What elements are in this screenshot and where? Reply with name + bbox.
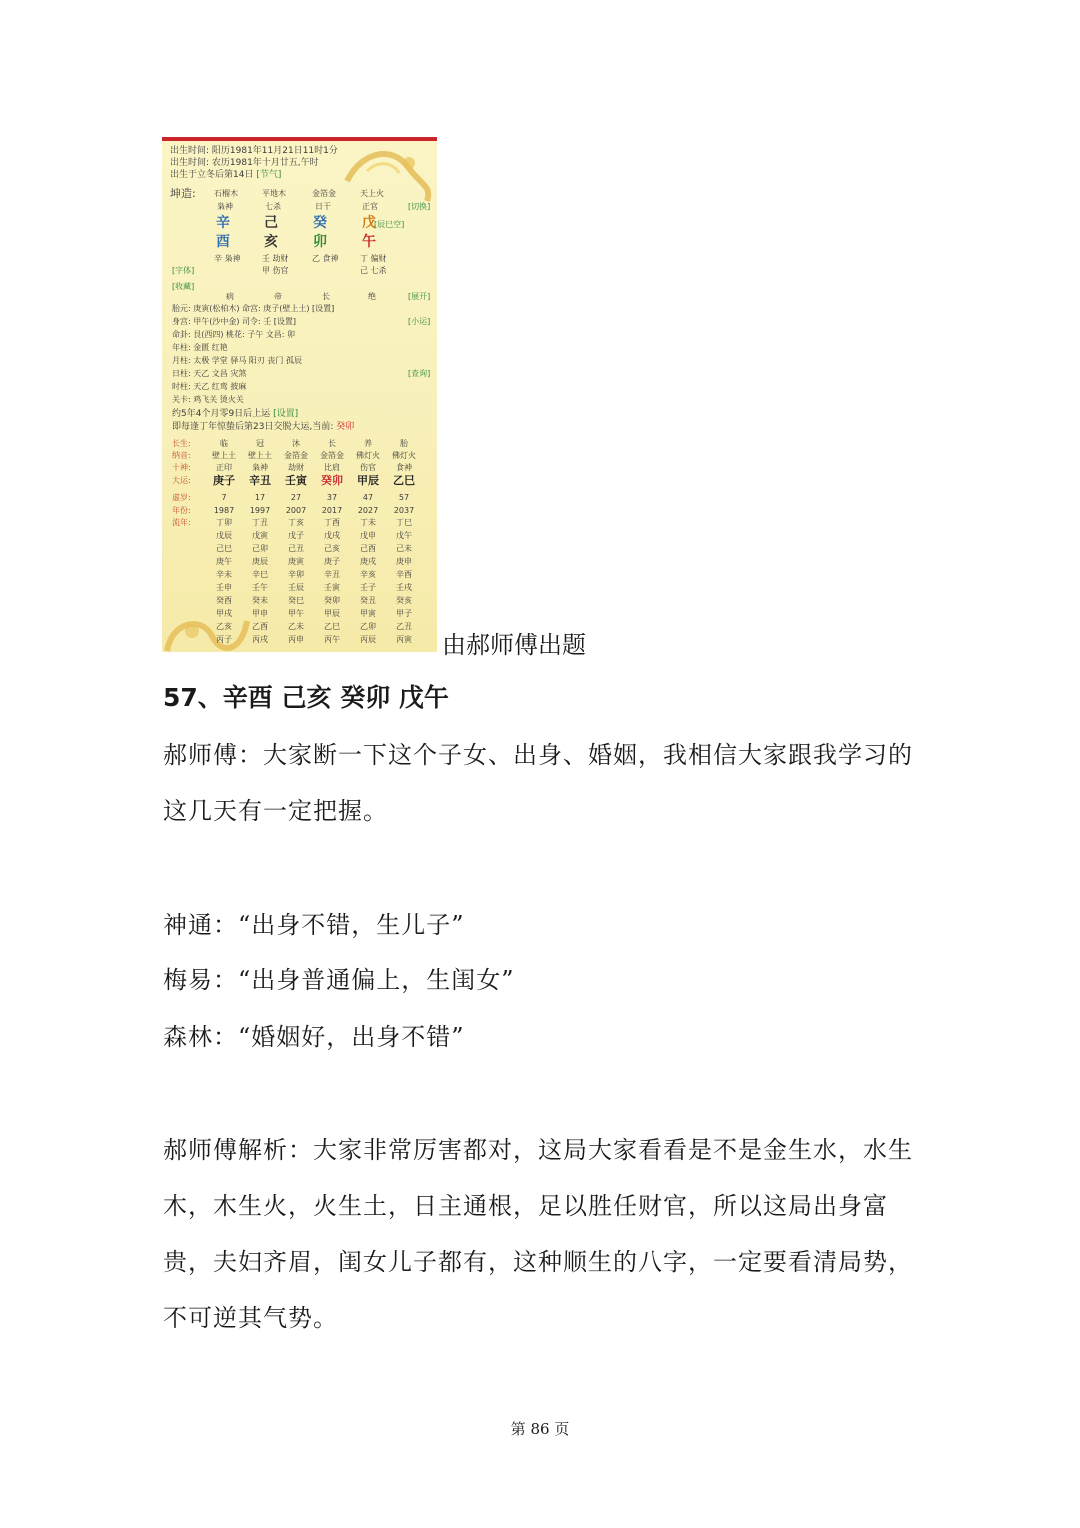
grid-cell-liunian[interactable]: 己酉 — [360, 544, 376, 553]
grid-cell-liunian[interactable]: 己丑 — [288, 544, 304, 553]
grid-cell-liunian[interactable]: 丙戌 — [252, 635, 268, 644]
birth-line-3 — [170, 170, 281, 181]
branch-hour: 午 — [362, 234, 376, 250]
qiyun-tag[interactable]: [设置] — [273, 409, 299, 419]
grid-cell-liunian[interactable]: 戊寅 — [252, 531, 268, 540]
canggan-2-4: 己 七杀 — [360, 266, 387, 275]
grid-cell-years: 2017 — [321, 506, 343, 515]
grid-cell-liunian[interactable]: 乙卯 — [360, 622, 376, 631]
info-line-3: 命卦: 艮(西四) 桃花: 子午 文昌: 卯 — [172, 330, 296, 339]
grid-cell-liunian[interactable]: 庚辰 — [252, 557, 268, 566]
current-dayun: 癸卯 — [336, 422, 355, 432]
nayin-top-2: 平地木 — [262, 189, 286, 198]
grid-cell-liunian[interactable]: 丁亥 — [288, 518, 304, 527]
canggan-1-1: 辛 枭神 — [214, 254, 241, 263]
grid-cell-liunian[interactable]: 壬子 — [360, 583, 376, 592]
grid-row-liunian — [162, 529, 437, 542]
grid-cell-liunian[interactable]: 壬戌 — [396, 583, 412, 592]
grid-cell-liunian[interactable]: 辛酉 — [396, 570, 412, 579]
grid-cell-liunian[interactable]: 戊午 — [396, 531, 412, 540]
grid-row-liunian — [162, 594, 437, 607]
grid-cell-years: 2037 — [393, 506, 415, 515]
analysis-paragraph: 郝师傅解析：大家非常厉害都对，这局大家看看是不是金生水，水生木，木生火，火生土，日主通根，足以胜任财官，所以这局出身富贵，夫妇齐眉，闺女儿子都有，这种顺生的八字，一定要看清局势，不可逆其气势。 — [163, 1136, 913, 1332]
grid-cell-liunian[interactable]: 癸巳 — [288, 596, 304, 605]
grid-cell-liunian[interactable]: 戊子 — [288, 531, 304, 540]
grid-cell-shishen: 伤官 — [360, 463, 376, 472]
grid-cell-liunian[interactable]: 丙申 — [288, 635, 304, 644]
page-number: 86 — [530, 1420, 550, 1438]
grid-cell-liunian[interactable]: 辛巳 — [252, 570, 268, 579]
grid-cell-xusui: 7 — [221, 493, 227, 502]
grid-cell-xusui: 57 — [398, 493, 410, 502]
grid-row-liunian — [162, 607, 437, 620]
grid-cell-liunian[interactable]: 丁未 — [360, 518, 376, 527]
grid-cell-xusui: 47 — [362, 493, 374, 502]
answer-senlin: 森林：“婚姻好，出身不错” — [163, 1023, 465, 1051]
grid-cell-liunian[interactable]: 辛未 — [216, 570, 232, 579]
grid-cell-xusui: 37 — [326, 493, 338, 502]
changsheng-top-1: 病 — [226, 292, 234, 301]
grid-cell-liunian[interactable]: 己巳 — [216, 544, 232, 553]
grid-cell-liunian[interactable]: 丁巳 — [396, 518, 412, 527]
answer-meiyi: 梅易：“出身普通偏上，生闺女” — [163, 966, 515, 994]
stem-year: 辛 — [216, 215, 230, 231]
birth-line-3-text: 出生于立冬后第14日 — [170, 170, 254, 180]
stem-day: 癸 — [313, 215, 327, 231]
nayin-top-1: 石榴木 — [214, 189, 238, 198]
intro-paragraph: 郝师傅：大家断一下这个子女、出身、婚姻，我相信大家跟我学习的这几天有一定把握。 — [163, 741, 913, 825]
grid-row-liunian — [162, 555, 437, 568]
answer-shentong: 神通：“出身不错，生儿子” — [163, 911, 465, 939]
bazi-chart-image — [162, 137, 437, 652]
grid-cell-liunian[interactable]: 丙午 — [324, 635, 340, 644]
grid-cell-dayun[interactable]: 庚子 — [213, 474, 235, 487]
grid-cell-changsheng: 养 — [364, 439, 372, 448]
grid-cell-liunian[interactable]: 乙丑 — [396, 622, 412, 631]
shishen-top-3: 日干 — [315, 202, 331, 211]
canggan-1-4: 丁 偏财 — [360, 254, 387, 263]
grid-cell-nayin: 壁上土 — [212, 451, 236, 460]
grid-cell-liunian[interactable]: 癸丑 — [360, 596, 376, 605]
grid-cell-nayin: 金箔金 — [320, 451, 344, 460]
footer-suffix: 页 — [554, 1420, 570, 1438]
grid-row-liunian — [162, 633, 437, 646]
canggan-2-2: 甲 伤官 — [262, 266, 289, 275]
grid-row-liunian — [162, 516, 437, 529]
jieqi-tag[interactable]: [节气] — [256, 170, 282, 180]
grid-cell-liunian[interactable]: 乙酉 — [252, 622, 268, 631]
qiyun-line — [172, 409, 298, 420]
grid-cell-liunian[interactable]: 庚寅 — [288, 557, 304, 566]
grid-cell-nayin: 金箔金 — [284, 451, 308, 460]
grid-label-liunian: 流年: — [172, 518, 191, 527]
grid-cell-liunian[interactable]: 辛亥 — [360, 570, 376, 579]
changsheng-top-2: 帝 — [274, 292, 282, 301]
nayin-top-3: 金箔金 — [312, 189, 336, 198]
jiaoyun-line — [172, 422, 354, 433]
grid-cell-liunian[interactable]: 庚申 — [396, 557, 412, 566]
grid-cell-liunian[interactable]: 乙巳 — [324, 622, 340, 631]
shishen-top-2: 七杀 — [265, 202, 281, 211]
canggan-1-2: 壬 劫财 — [262, 254, 289, 263]
grid-label-years: 年份: — [172, 506, 191, 515]
info-line-1: 胎元: 庚寅(松柏木) 命宫: 庚子(壁上土) [设置] — [172, 304, 335, 313]
case-heading: 57、辛酉 己亥 癸卯 戊午 — [163, 683, 449, 712]
grid-cell-liunian[interactable]: 庚子 — [324, 557, 340, 566]
grid-label-xusui: 虚岁: — [172, 493, 191, 502]
grid-cell-dayun[interactable]: 癸卯 — [321, 474, 343, 487]
grid-cell-nayin: 壁上土 — [248, 451, 272, 460]
grid-row-dayun — [162, 474, 437, 487]
grid-cell-liunian[interactable]: 甲午 — [288, 609, 304, 618]
shishen-top-1: 枭神 — [217, 202, 233, 211]
grid-row-xusui — [162, 491, 437, 504]
jiaoyun-text: 即每逢丁年惊蛰后第23日交脱大运,当前: — [172, 422, 334, 432]
info-line-5: 月柱: 太极 学堂 驿马 阳刃 丧门 孤辰 — [172, 356, 302, 365]
grid-cell-dayun[interactable]: 乙巳 — [393, 474, 415, 487]
grid-cell-changsheng: 冠 — [256, 439, 264, 448]
birth-line-1: 出生时间: 阳历1981年11月21日11时1分 — [170, 146, 338, 156]
question-credit: 由郝师傅出题 — [442, 631, 586, 659]
grid-cell-liunian[interactable]: 己未 — [396, 544, 412, 553]
zhuti-tag[interactable]: [字体] — [172, 266, 195, 275]
grid-cell-liunian[interactable]: 丙辰 — [360, 635, 376, 644]
grid-cell-liunian[interactable]: 癸酉 — [216, 596, 232, 605]
grid-cell-years: 1997 — [249, 506, 271, 515]
grid-cell-liunian[interactable]: 辛卯 — [288, 570, 304, 579]
qiehuan-tag[interactable]: [切换] — [408, 202, 431, 211]
canggan-1-3: 乙 食神 — [312, 254, 339, 263]
grid-label-changsheng: 长生: — [172, 439, 191, 448]
grid-cell-changsheng: 沐 — [292, 439, 300, 448]
grid-cell-dayun[interactable]: 甲辰 — [357, 474, 379, 487]
info-line-2: 身宫: 甲午(沙中金) 司令: 壬 [设置] — [172, 317, 297, 326]
xiaoyun-tag[interactable]: [小运] — [408, 317, 431, 326]
grid-cell-liunian[interactable]: 戊戌 — [324, 531, 340, 540]
grid-cell-liunian[interactable]: 己亥 — [324, 544, 340, 553]
info-line-4: 年柱: 金匮 红艳 — [172, 343, 228, 352]
grid-cell-liunian[interactable]: 壬申 — [216, 583, 232, 592]
grid-cell-liunian[interactable]: 辛丑 — [324, 570, 340, 579]
grid-cell-liunian[interactable]: 癸卯 — [324, 596, 340, 605]
stem-month: 己 — [264, 215, 278, 231]
stem-hour: 戊 — [362, 215, 376, 231]
grid-cell-liunian[interactable]: 丙子 — [216, 635, 232, 644]
grid-cell-liunian[interactable]: 癸未 — [252, 596, 268, 605]
grid-cell-liunian[interactable]: 壬午 — [252, 583, 268, 592]
grid-cell-dayun[interactable]: 辛丑 — [249, 474, 271, 487]
grid-cell-shishen: 劫财 — [288, 463, 304, 472]
changsheng-top-4: 绝 — [368, 292, 376, 301]
grid-cell-shishen: 正印 — [216, 463, 232, 472]
branch-day: 卯 — [313, 234, 327, 250]
grid-cell-liunian[interactable]: 壬寅 — [324, 583, 340, 592]
grid-cell-dayun[interactable]: 壬寅 — [285, 474, 307, 487]
info-line-6: 日柱: 天乙 文昌 灾煞 — [172, 369, 247, 378]
kongwang-tag[interactable]: [辰巳空] — [374, 220, 405, 229]
grid-cell-liunian[interactable]: 乙未 — [288, 622, 304, 631]
grid-cell-liunian[interactable]: 甲申 — [252, 609, 268, 618]
kunzao-label: 坤造: — [170, 187, 196, 200]
grid-cell-liunian[interactable]: 戊申 — [360, 531, 376, 540]
grid-cell-liunian[interactable]: 庚午 — [216, 557, 232, 566]
grid-cell-liunian[interactable]: 戊辰 — [216, 531, 232, 540]
grid-cell-nayin: 佛灯火 — [356, 451, 380, 460]
grid-cell-xusui: 27 — [290, 493, 302, 502]
grid-cell-shishen: 食神 — [396, 463, 412, 472]
grid-cell-liunian[interactable]: 己卯 — [252, 544, 268, 553]
grid-cell-liunian[interactable]: 癸亥 — [396, 596, 412, 605]
grid-row-liunian — [162, 620, 437, 633]
grid-label-shishen: 十神: — [172, 463, 191, 472]
grid-cell-liunian[interactable]: 甲子 — [396, 609, 412, 618]
grid-row-liunian — [162, 542, 437, 555]
grid-cell-nayin: 佛灯火 — [392, 451, 416, 460]
grid-row-liunian — [162, 581, 437, 594]
grid-cell-liunian[interactable]: 乙亥 — [216, 622, 232, 631]
grid-cell-liunian[interactable]: 甲辰 — [324, 609, 340, 618]
chaxun-tag[interactable]: [查询] — [408, 369, 431, 378]
grid-cell-liunian[interactable]: 丙寅 — [396, 635, 412, 644]
nayin-top-4: 天上火 — [360, 189, 384, 198]
branch-month: 亥 — [264, 234, 278, 250]
grid-label-nayin: 纳音: — [172, 451, 191, 460]
zhankai-tag[interactable]: [展开] — [408, 292, 431, 301]
birth-line-2: 出生时间: 农历1981年十月廿五,午时 — [170, 158, 319, 168]
shouqi-tag[interactable]: [收藏] — [172, 282, 195, 291]
branch-year: 酉 — [216, 234, 230, 250]
grid-cell-liunian[interactable]: 丁丑 — [252, 518, 268, 527]
grid-cell-changsheng: 长 — [328, 439, 336, 448]
grid-cell-shishen: 比肩 — [324, 463, 340, 472]
grid-label-dayun: 大运: — [172, 476, 191, 485]
changsheng-top-3: 长 — [322, 292, 330, 301]
footer-prefix: 第 — [510, 1420, 526, 1438]
grid-cell-shishen: 枭神 — [252, 463, 268, 472]
grid-row-liunian — [162, 568, 437, 581]
grid-cell-liunian[interactable]: 甲戌 — [216, 609, 232, 618]
grid-cell-years: 2007 — [285, 506, 307, 515]
grid-cell-liunian[interactable]: 庚戌 — [360, 557, 376, 566]
grid-cell-years: 2027 — [357, 506, 379, 515]
grid-cell-liunian[interactable]: 丁卯 — [216, 518, 232, 527]
info-line-7: 时柱: 天乙 红鸾 披麻 — [172, 382, 247, 391]
info-line-8: 关卡: 鸡飞关 烫火关 — [172, 395, 244, 404]
grid-cell-years: 1987 — [213, 506, 235, 515]
qiyun-text: 约5年4个月零9日后上运 — [172, 409, 271, 419]
grid-cell-changsheng: 胎 — [400, 439, 408, 448]
grid-row-shishen — [162, 461, 437, 474]
shishen-top-4: 正官 — [362, 202, 378, 211]
grid-cell-liunian[interactable]: 壬辰 — [288, 583, 304, 592]
grid-cell-liunian[interactable]: 丁酉 — [324, 518, 340, 527]
grid-cell-changsheng: 临 — [220, 439, 228, 448]
grid-cell-xusui: 17 — [254, 493, 266, 502]
page-footer — [0, 1418, 1080, 1439]
grid-cell-liunian[interactable]: 甲寅 — [360, 609, 376, 618]
